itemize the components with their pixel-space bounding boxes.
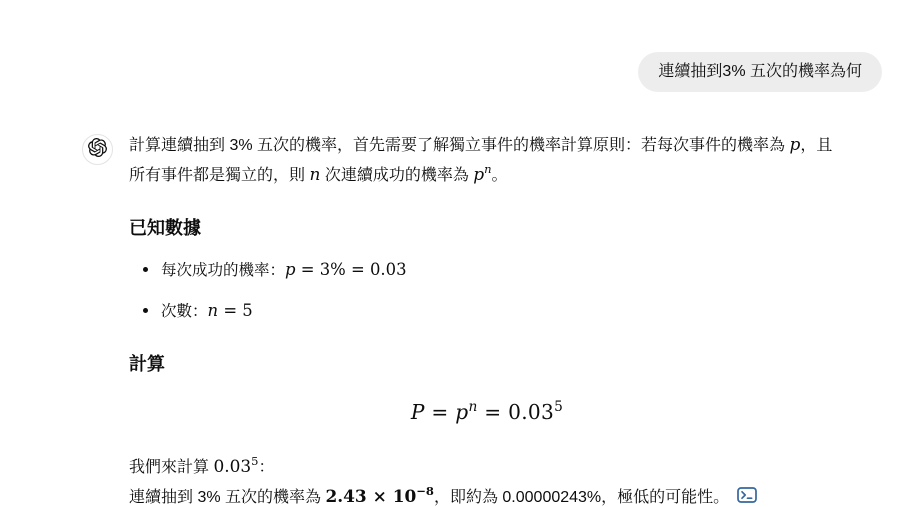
intro-text-2: ，且所有事件都是獨立的，則	[129, 137, 833, 184]
result-text-1: 連續抽到 3% 五次的機率為	[129, 489, 326, 506]
bullet-dot	[143, 267, 148, 272]
bullet-2-label: 次數：	[161, 303, 208, 320]
bullet-1-value: = 3% = 0.03	[295, 260, 407, 279]
assistant-avatar	[82, 134, 113, 165]
formula-value: = $0.03^5$	[477, 398, 564, 424]
compute-text-1: 我們來計算	[129, 459, 214, 476]
user-message-text: 連續抽到3% 五次的機率為何	[658, 63, 862, 80]
intro-text-4: 。	[491, 167, 508, 184]
formula-P: P	[410, 400, 425, 424]
intro-text-1: 計算連續抽到 3% 五次的機率，首先需要了解獨立事件的機率計算原則：若每次事件的機率為	[129, 137, 790, 154]
bullet-2-var: n	[207, 301, 219, 320]
bullet-dot	[143, 308, 148, 313]
bullet-2-value: = 5	[218, 301, 253, 320]
result-paragraph	[129, 482, 845, 507]
math-result-value: $2.43 \times 10^{-8}$	[325, 483, 434, 506]
assistant-message-content	[129, 130, 845, 507]
math-p-pow-n: $p^n$	[473, 161, 492, 184]
heading-calculation: 計算	[129, 354, 165, 374]
openai-logo-icon	[88, 138, 107, 162]
terminal-icon	[737, 485, 757, 507]
known-data-list	[139, 256, 845, 326]
formula-eq: =	[424, 400, 456, 424]
math-var-n: n	[309, 164, 321, 184]
formula-p-pow-n: $p^n$	[455, 398, 478, 424]
math-003-pow-5: 0.03$^5$	[213, 453, 259, 476]
formula-display	[129, 398, 845, 428]
user-message-row	[0, 0, 922, 92]
compute-text-2: ：	[258, 459, 275, 476]
heading-known-data: 已知數據	[129, 218, 201, 238]
list-item	[139, 297, 845, 326]
bullet-1-label: 每次成功的機率：	[161, 262, 286, 279]
result-text-2: ，即約為 0.00000243%，極低的可能性。	[433, 489, 730, 506]
user-message-bubble[interactable]	[638, 52, 882, 92]
compute-paragraph	[129, 452, 845, 482]
intro-text-3: 次連續成功的機率為	[320, 167, 474, 184]
assistant-message-row	[0, 130, 922, 507]
bullet-1-var: p	[285, 260, 296, 279]
intro-paragraph	[129, 130, 845, 190]
list-item	[139, 256, 845, 285]
math-var-p: p	[789, 134, 801, 154]
analysis-citation-chip[interactable]	[737, 485, 757, 507]
result-text-wrap	[129, 482, 757, 507]
